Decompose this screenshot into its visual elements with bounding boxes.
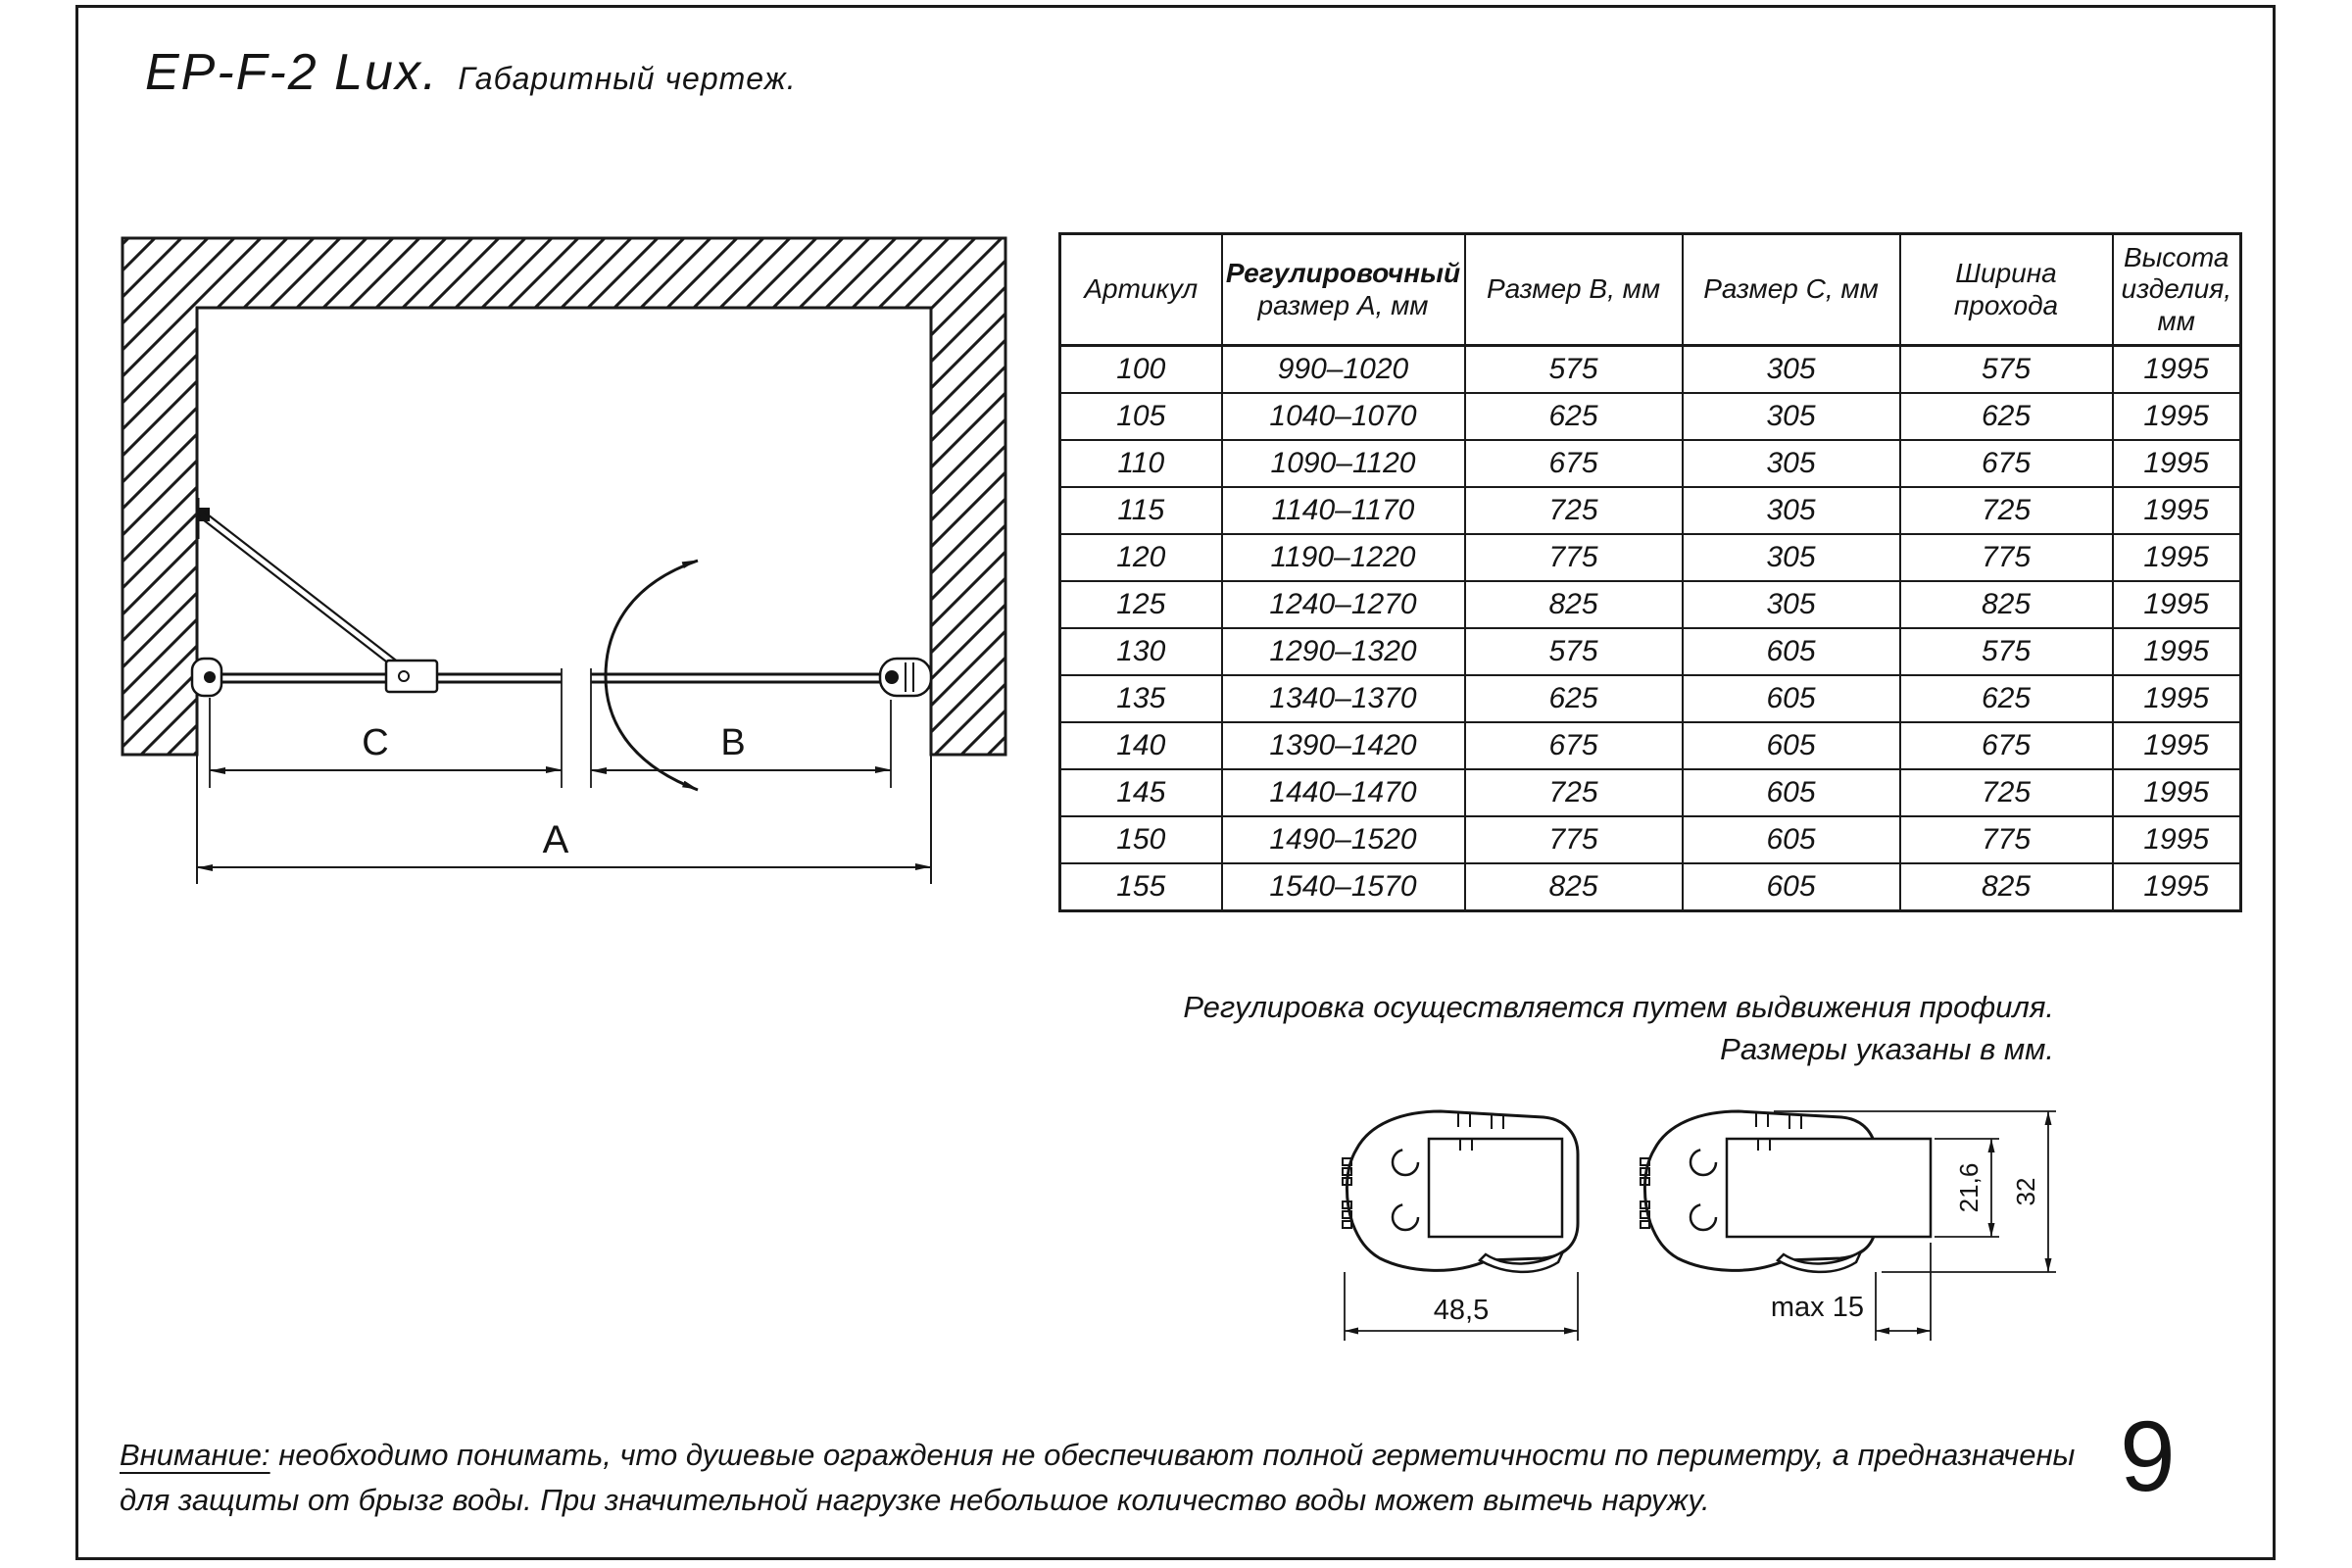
table-cell: 305 [1683, 346, 1900, 394]
table-cell: 1490–1520 [1222, 816, 1465, 863]
col-header-article: Артикул [1060, 234, 1222, 346]
table-row [1060, 534, 2241, 581]
page-title [145, 43, 797, 102]
table-cell: 605 [1683, 722, 1900, 769]
col-header-size-c: Размер С, мм [1683, 234, 1900, 346]
table-cell: 825 [1900, 581, 2113, 628]
table-cell: 625 [1900, 675, 2113, 722]
table-cell: 575 [1900, 346, 2113, 394]
table-cell: 675 [1900, 722, 2113, 769]
table-cell: 605 [1683, 769, 1900, 816]
table-cell: 775 [1900, 816, 2113, 863]
table-cell: 1090–1120 [1222, 440, 1465, 487]
table-row [1060, 581, 2241, 628]
table-cell: 135 [1060, 675, 1222, 722]
drawing-type-label: Габаритный чертеж. [458, 61, 797, 96]
table-cell: 1140–1170 [1222, 487, 1465, 534]
table-cell: 1995 [2113, 722, 2241, 769]
warning-line-1-text: необходимо понимать, что душевые ограждения не обеспечивают полной герметичности по периметру, а предназначены [270, 1438, 2076, 1472]
table-cell: 150 [1060, 816, 1222, 863]
profile-outer-height-label: 32 [2011, 1177, 2040, 1206]
warning-note [120, 1433, 2075, 1523]
table-cell: 305 [1683, 534, 1900, 581]
left-wall-bracket [192, 659, 221, 696]
table-cell: 1390–1420 [1222, 722, 1465, 769]
table-cell: 1040–1070 [1222, 393, 1465, 440]
warning-line-1 [120, 1433, 2075, 1478]
table-row [1060, 487, 2241, 534]
wall-hatch [122, 238, 1005, 755]
table-cell: 605 [1683, 628, 1900, 675]
table-cell: 110 [1060, 440, 1222, 487]
dimension-label-c: C [362, 722, 389, 763]
size-table [1058, 232, 2242, 912]
table-cell: 775 [1465, 816, 1683, 863]
table-row [1060, 769, 2241, 816]
table-cell: 575 [1465, 346, 1683, 394]
table-cell: 145 [1060, 769, 1222, 816]
right-wall-bracket [880, 659, 931, 696]
table-cell: 675 [1465, 722, 1683, 769]
table-cell: 675 [1465, 440, 1683, 487]
table-cell: 1995 [2113, 816, 2241, 863]
profile-width-label: 48,5 [1433, 1295, 1490, 1326]
table-cell: 825 [1465, 863, 1683, 911]
table-cell: 305 [1683, 440, 1900, 487]
table-cell: 1340–1370 [1222, 675, 1465, 722]
note-line-1: Регулировка осуществляется путем выдвижения профиля. [1183, 990, 2054, 1024]
model-name: EP-F-2 Lux. [145, 44, 439, 101]
dimension-label-b: B [720, 722, 746, 763]
table-cell: 305 [1683, 393, 1900, 440]
table-cell: 775 [1900, 534, 2113, 581]
table-cell: 1995 [2113, 487, 2241, 534]
table-cell: 625 [1465, 393, 1683, 440]
profile-section-extended [1641, 1111, 1931, 1272]
table-cell: 725 [1900, 769, 2113, 816]
table-cell: 990–1020 [1222, 346, 1465, 394]
table-header-row [1060, 234, 2241, 346]
table-cell: 105 [1060, 393, 1222, 440]
table-cell: 1995 [2113, 863, 2241, 911]
warning-line-2: для защиты от брызг воды. При значительной нагрузке небольшое количество воды может вытечь наружу. [120, 1483, 1710, 1517]
table-cell: 305 [1683, 581, 1900, 628]
table-cell: 100 [1060, 346, 1222, 394]
table-cell: 725 [1465, 769, 1683, 816]
note-line-2: Размеры указаны в мм. [1720, 1032, 2054, 1066]
dimension-label-a: A [542, 818, 569, 861]
table-cell: 1995 [2113, 769, 2241, 816]
profile-sections [1313, 1078, 2087, 1372]
table-row [1060, 675, 2241, 722]
col-header-size-a: Регулировочный размер А, мм [1222, 234, 1465, 346]
table-row [1060, 816, 2241, 863]
table-body [1060, 346, 2241, 911]
table-cell: 605 [1683, 816, 1900, 863]
table-cell: 1240–1270 [1222, 581, 1465, 628]
table-cell: 1290–1320 [1222, 628, 1465, 675]
page-number: 9 [2120, 1400, 2176, 1512]
table-cell: 605 [1683, 863, 1900, 911]
table-cell: 130 [1060, 628, 1222, 675]
table-cell: 1190–1220 [1222, 534, 1465, 581]
support-brace [198, 498, 437, 692]
table-cell: 1995 [2113, 393, 2241, 440]
table-row [1060, 722, 2241, 769]
table-row [1060, 440, 2241, 487]
table-cell: 1995 [2113, 675, 2241, 722]
table-cell: 725 [1465, 487, 1683, 534]
table-row [1060, 393, 2241, 440]
table-cell: 575 [1900, 628, 2113, 675]
adjustment-notes [1183, 986, 2054, 1070]
table-cell: 1995 [2113, 534, 2241, 581]
table-cell: 155 [1060, 863, 1222, 911]
table-cell: 675 [1900, 440, 2113, 487]
table-cell: 1540–1570 [1222, 863, 1465, 911]
col-header-size-b: Размер В, мм [1465, 234, 1683, 346]
glass-partition [208, 674, 885, 682]
table-cell: 1995 [2113, 440, 2241, 487]
table-cell: 775 [1465, 534, 1683, 581]
table-cell: 120 [1060, 534, 1222, 581]
table-cell: 1995 [2113, 628, 2241, 675]
table-cell: 305 [1683, 487, 1900, 534]
table-cell: 1995 [2113, 346, 2241, 394]
col-header-pass-width: Ширина прохода [1900, 234, 2113, 346]
table-row [1060, 628, 2241, 675]
table-cell: 625 [1900, 393, 2113, 440]
table-cell: 825 [1900, 863, 2113, 911]
table-cell: 825 [1465, 581, 1683, 628]
table-cell: 605 [1683, 675, 1900, 722]
enclosure-plan-drawing [98, 216, 1039, 921]
profile-section-retracted [1343, 1111, 1578, 1272]
col-header-height: Высота изделия, мм [2113, 234, 2241, 346]
warning-label: Внимание: [120, 1438, 270, 1472]
table-cell: 125 [1060, 581, 1222, 628]
profile-max-extension-label: max 15 [1770, 1292, 1864, 1323]
table-cell: 115 [1060, 487, 1222, 534]
table-cell: 625 [1465, 675, 1683, 722]
table-cell: 140 [1060, 722, 1222, 769]
table-row [1060, 863, 2241, 911]
table-cell: 1995 [2113, 581, 2241, 628]
table-cell: 1440–1470 [1222, 769, 1465, 816]
table-cell: 575 [1465, 628, 1683, 675]
table-row [1060, 346, 2241, 394]
table-cell: 725 [1900, 487, 2113, 534]
profile-inner-height-label: 21,6 [1954, 1162, 1984, 1213]
